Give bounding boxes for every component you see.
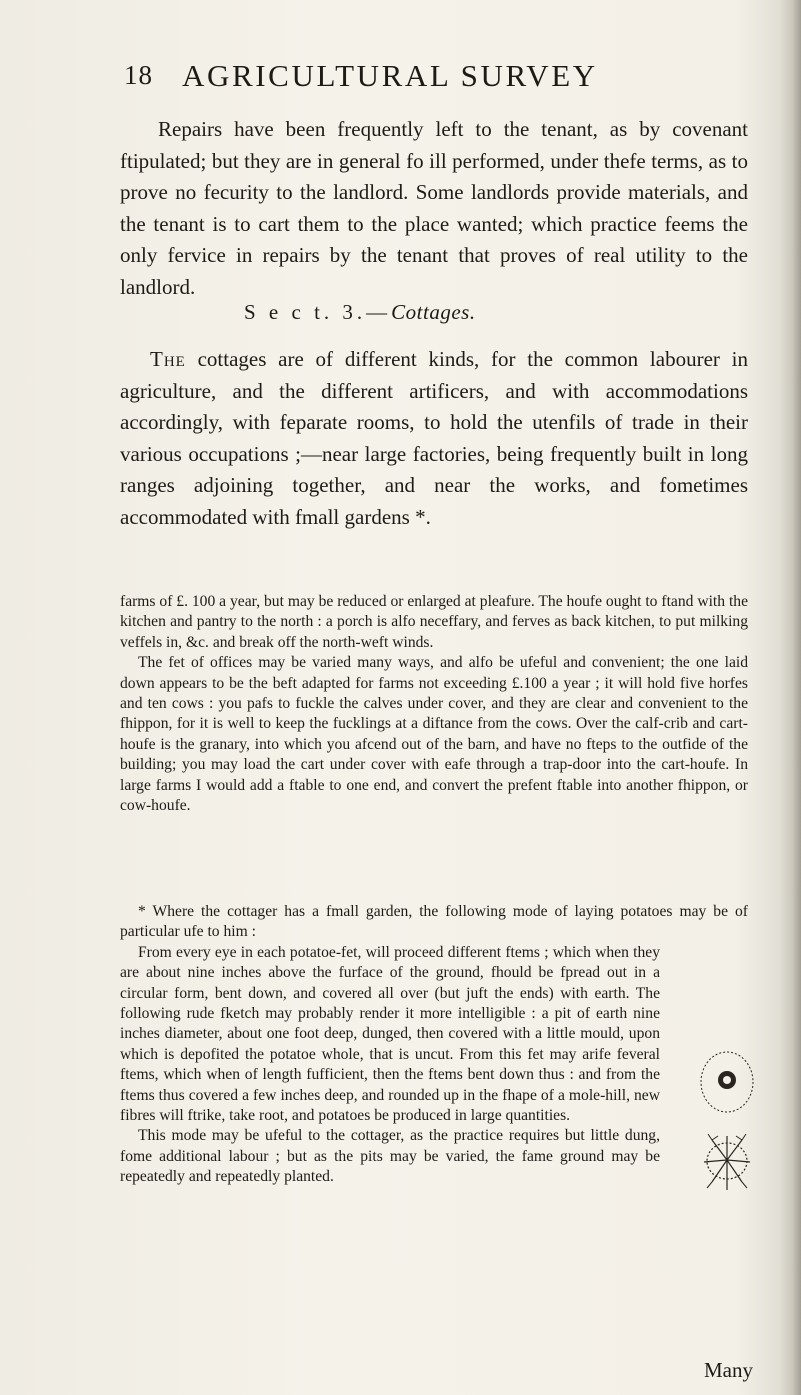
paragraph-cottages-text: cottages are of different kinds, for the common labourer in agriculture, and the different artificers, and with accommodations accordingly, with feparate rooms, to hold the utenfils of trade in their various occupations ;—near large factories, being frequently built in long ranges adjoining together, and near the works, and fometimes accommodated with fmall gardens *. [120, 347, 748, 529]
footnote-body: From every eye in each potatoe-fet, will proceed different ftems ; which when they are about nine inches above the furface of the ground, fhould be fpread out in a circular form, bent down, and covered all over (but juft the ends) with earth. The following rude fketch may probably render it more intelligible : a pit of earth nine inches diameter, about one foot deep, dunged, then covered with a little mould, upon which is depofited the potatoe whole, that is uncut. From this fet may arife feveral ftems, which when of length fufficient, then the ftems bent down thus : and from the ftems thus covered a few inches deep, and rounded up in the fhape of a mole-hill, new fibres will ftrike, take root, and potatoes be produced in large quantities. [120, 943, 660, 1125]
page-header [124, 60, 724, 100]
paragraph-lead-word: The [150, 347, 186, 371]
paragraph-cottages [120, 344, 748, 533]
page-number: 18 [124, 60, 153, 90]
stems-diagram [704, 1134, 750, 1190]
catchword: Many [704, 1358, 753, 1382]
section-label: S e c t. 3.— [244, 300, 392, 324]
footnote-closing: This mode may be ufeful to the cottager, as the practice requires but little dung, fome additional labour ; but as the pits may be varied, the fame ground may be repeatedly and repeatedly planted. [120, 1127, 660, 1186]
note-farms-second: The fet of offices may be varied many ways, and alfo be ufeful and convenient; the one laid down appears to be the beft adapted for farms not exceeding £.100 a year ; it will hold five horfes and ten cows : you pafs to fuckle the calves under cover, and they are clear and convenient to the fhippon, for it is well to keep the fucklings at a diftance from the cows. Over the calf-crib and cart-houfe is the granary, into which you afcend out of the barn, and have no fteps to the outfide of the building; you may load the cart under cover with eafe through a trap-door into the cart-houfe. In large farms I would add a ftable to one end, and convert the prefent ftable into another fhippon, or cow-houfe. [120, 654, 748, 815]
note-farms-first: farms of £. 100 a year, but may be reduced or enlarged at pleafure. The houfe ought to ftand with the kitchen and pantry to the north : a porch is alfo neceffary, and ferves as back kitchen, to put milking veffels in, &c. and break off the north-weft winds. [120, 593, 748, 651]
paragraph-repairs: Repairs have been frequently left to the tenant, as by covenant ftipulated; but they are in general fo ill performed, under thefe terms, as to prove no fecurity to the landlord. Some landlords provide materials, and the tenant is to cart them to the place wanted; which practice feems the only fervice in repairs by the tenant that proves of real utility to the landlord. [120, 117, 748, 299]
note-farms [120, 592, 748, 816]
section-heading [244, 300, 476, 325]
running-head: AGRICULTURAL SURVEY [182, 58, 598, 93]
page-edge-shadow [779, 0, 801, 1395]
footnote-intro: * Where the cottager has a fmall garden, the following mode of laying potatoes may be of particular ufe to him : [120, 903, 748, 941]
footnote [120, 902, 748, 1188]
potato-sketch-illustration [692, 1040, 762, 1220]
section-title: Cottages. [391, 300, 476, 324]
